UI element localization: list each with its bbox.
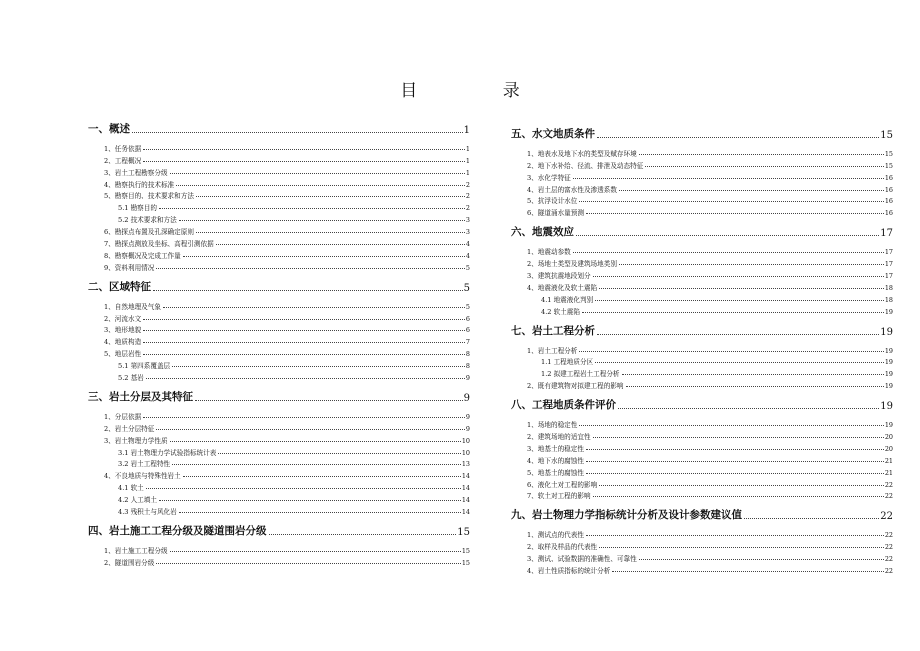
toc-section-entry[interactable] [511,539,893,551]
toc-section-entry[interactable] [88,311,470,323]
toc-entry-label: 1、任务依据 [104,144,142,153]
toc-page-number: 19 [880,326,893,338]
toc-page-number: 17 [884,248,893,257]
toc-section-entry[interactable] [88,433,470,445]
toc-page-number: 19 [884,370,893,379]
toc-entry-label: 4.3 残积土与风化岩 [118,508,177,517]
toc-dot-leader [132,132,463,133]
toc-subsection-entry[interactable] [511,366,893,378]
toc-page-number: 19 [884,358,893,367]
toc-section-entry[interactable] [88,346,470,358]
toc-entry-label: 1、地震动参数 [527,248,571,257]
toc-section-entry[interactable] [511,194,893,206]
toc-section [511,322,893,391]
toc-section-entry[interactable] [511,244,893,256]
toc-dot-leader [579,425,884,426]
toc-page-number: 9 [465,424,470,433]
toc-section-entry[interactable] [511,417,893,429]
toc-entry-label: 5、地层岩性 [104,350,142,359]
toc-section-entry[interactable] [88,224,470,236]
toc-subsection-entry[interactable] [88,504,470,516]
toc-entry-label: 4、地下水的腐蚀性 [527,456,584,465]
toc-entry-label: 4.2 软土震陷 [541,307,580,316]
toc-page-number: 21 [884,456,893,465]
toc-subsection-entry[interactable] [88,212,470,224]
toc-entry-label: 1、地表水及地下水的类型及赋存环境 [527,149,637,158]
toc-chapter-heading[interactable] [511,223,893,239]
toc-chapter-heading[interactable] [88,120,470,136]
toc-chapter-heading[interactable] [88,388,470,404]
toc-entry-label: 3.2 岩土工程特性 [118,460,171,469]
toc-entry-label: 1、测试点的代表性 [527,531,584,540]
toc-section [88,278,470,382]
toc-dot-leader [622,374,884,375]
toc-section-entry[interactable] [511,343,893,355]
toc-page-number: 1 [465,144,470,153]
page-title: 目 录 [400,81,560,101]
toc-dot-leader [593,437,884,438]
toc-section-entry[interactable] [511,268,893,280]
toc-dot-leader [179,220,465,221]
toc-dot-leader [579,351,884,352]
toc-chapter-heading[interactable] [511,125,893,141]
toc-page-number: 1 [463,125,470,136]
toc-dot-leader [179,512,461,513]
toc-subsection-entry[interactable] [88,480,470,492]
toc-section-entry[interactable] [88,236,470,248]
toc-entry-label: 5.2 技术要求和方法 [118,216,177,225]
toc-chapter-title: 八、工程地质条件评价 [511,399,616,412]
toc-dot-leader [599,485,884,486]
toc-section [511,396,893,500]
toc-section-entry[interactable] [88,555,470,567]
toc-page-number: 22 [880,511,893,523]
toc-entry-label: 1.2 拟建工程岩土工程分析 [541,370,620,379]
toc-page-number: 4 [465,251,470,260]
toc-dot-leader [576,235,879,236]
toc-entry-label: 2、场地土类型及建筑场地类别 [527,260,617,269]
toc-entry-label: 5.2 基岩 [118,374,144,383]
toc-dot-leader [593,276,884,277]
toc-chapter-heading[interactable] [511,322,893,338]
toc-dot-leader [599,288,884,289]
toc-dot-leader [143,161,465,162]
toc-entry-label: 3、测试、试验数据的准确性、可靠性 [527,555,637,564]
toc-entry-label: 1、场地的稳定性 [527,421,578,430]
toc-dot-leader [196,196,465,197]
toc-entry-label: 1.1 工程地质分区 [541,358,594,367]
toc-section-entry[interactable] [511,563,893,575]
toc-page-number: 22 [884,543,893,552]
toc-chapter-title: 四、岩土施工工程分级及隧道围岩分级 [88,525,267,538]
toc-page-number: 6 [465,326,470,335]
toc-page-number: 7 [465,338,470,347]
toc-section-entry[interactable] [511,477,893,489]
toc-page-number: 13 [461,460,470,469]
toc-subsection-entry[interactable] [88,370,470,382]
toc-entry-label: 2、取样及样品的代表性 [527,543,598,552]
toc-dot-leader [143,354,465,355]
toc-section-entry[interactable] [88,409,470,421]
toc-page-number: 19 [880,401,893,413]
toc-entry-label: 5、抗浮设计水位 [527,197,578,206]
toc-page-number: 14 [461,496,470,505]
toc-chapter-title: 六、地震效应 [511,226,574,239]
toc-entry-label: 4.1 软土 [118,484,144,493]
toc-section-entry[interactable] [88,543,470,555]
toc-subsection-entry[interactable] [511,304,893,316]
toc-entry-label: 8、勘察概况及完成工作量 [104,251,181,260]
toc-chapter-title: 一、概述 [88,123,130,135]
toc-dot-leader [582,312,884,313]
toc-page-number: 17 [884,260,893,269]
toc-page-number: 5 [465,263,470,272]
toc-dot-leader [156,429,465,430]
toc-chapter-heading[interactable] [511,506,893,522]
toc-page-number: 1 [465,156,470,165]
toc-dot-leader [645,166,884,167]
toc-page-number: 19 [884,421,893,430]
toc-dot-leader [573,178,884,179]
toc-page-number: 8 [465,362,470,371]
toc-entry-label: 9、资料利用情况 [104,263,155,272]
toc-section-entry[interactable] [88,177,470,189]
toc-page-number: 9 [463,393,470,405]
toc-chapter-title: 五、水文地质条件 [511,128,595,140]
toc-page-number: 15 [461,558,470,567]
toc-page-number: 17 [880,228,893,240]
toc-section-entry[interactable] [511,256,893,268]
toc-page-number: 17 [884,272,893,281]
toc-entry-label: 5、勘察目的、技术要求和方法 [104,192,194,201]
toc-dot-leader [195,400,463,401]
toc-page-number: 10 [461,436,470,445]
toc-chapter-title: 九、岩土物理力学指标统计分析及设计参数建议值 [511,509,742,522]
toc-page-number: 5 [465,302,470,311]
toc-dot-leader [196,232,465,233]
toc-entry-label: 3、水化学特征 [527,173,571,182]
toc-page-number: 2 [465,192,470,201]
toc-entry-label: 3、岩土物理力学性质 [104,436,168,445]
toc-dot-leader [595,300,884,301]
toc-dot-leader [156,563,461,564]
toc-entry-label: 4、地质构造 [104,338,142,347]
toc-dot-leader [626,386,884,387]
toc-dot-leader [143,330,465,331]
toc-page-number: 10 [461,448,470,457]
toc-page-number: 3 [465,216,470,225]
toc-dot-leader [595,362,884,363]
toc-chapter-title: 二、区域特征 [88,280,151,293]
toc-dot-leader [170,551,461,552]
toc-entry-label: 2、河流水文 [104,314,142,323]
toc-dot-leader [176,185,465,186]
toc-page-number: 15 [884,149,893,158]
toc-dot-leader [744,518,879,519]
toc-section-entry[interactable] [511,378,893,390]
toc-entry-label: 1、岩土工程分析 [527,346,578,355]
toc-entry-label: 6、隧道涌水量预测 [527,209,584,218]
toc-page-number: 20 [884,433,893,442]
toc-section [511,223,893,315]
toc-section-entry[interactable] [511,527,893,539]
toc-dot-leader [612,571,884,572]
toc-section-entry[interactable] [511,182,893,194]
toc-dot-leader [586,449,884,450]
toc-page-number: 1 [465,168,470,177]
toc-page-number: 14 [461,472,470,481]
toc-dot-leader [639,559,884,560]
toc-entry-label: 4、勘察执行的技术标准 [104,180,175,189]
toc-page-number: 9 [465,374,470,383]
toc-section-entry[interactable] [88,153,470,165]
toc-entry-label: 2、岩土分层特征 [104,424,155,433]
toc-subsection-entry[interactable] [88,200,470,212]
toc-dot-leader [163,307,465,308]
toc-dot-leader [146,378,465,379]
toc-entry-label: 3、岩土工程勘察分级 [104,168,168,177]
toc-dot-leader [619,264,884,265]
toc-dot-leader [218,453,461,454]
toc-section-entry[interactable] [511,158,893,170]
toc-entry-label: 4、岩土层的富水性及渗透系数 [527,185,617,194]
toc-page-number: 15 [457,527,470,539]
toc-entry-label: 4.1 地震液化判别 [541,295,594,304]
toc-section-entry[interactable] [88,141,470,153]
toc-dot-leader [159,208,465,209]
toc-dot-leader [269,534,457,535]
toc-dot-leader [143,319,465,320]
toc-dot-leader [183,256,465,257]
toc-page-number: 21 [884,468,893,477]
toc-dot-leader [599,547,884,548]
toc-entry-label: 3、建筑抗震地段划分 [527,272,591,281]
toc-section-entry[interactable] [511,170,893,182]
toc-section-entry[interactable] [511,205,893,217]
toc-dot-leader [586,535,884,536]
toc-section-entry[interactable] [511,465,893,477]
toc-dot-leader [573,252,884,253]
toc-section-entry[interactable] [88,248,470,260]
toc-page-number: 20 [884,444,893,453]
toc-page-number: 14 [461,508,470,517]
toc-dot-leader [586,213,884,214]
toc-chapter-title: 三、岩土分层及其特征 [88,391,193,404]
toc-dot-leader [579,201,884,202]
toc-page-number: 4 [465,240,470,249]
toc-entry-label: 4、不良地质与特殊性岩土 [104,472,181,481]
toc-entry-label: 5、地基土的腐蚀性 [527,468,584,477]
toc-subsection-entry[interactable] [88,445,470,457]
toc-entry-label: 6、勘探点布置及孔深确定原则 [104,228,194,237]
toc-page-number: 22 [884,567,893,576]
toc-page-number: 22 [884,480,893,489]
toc-entry-label: 1、岩土施工工程分级 [104,546,168,555]
toc-section [88,522,470,567]
toc-dot-leader [597,137,879,138]
toc-dot-leader [143,342,465,343]
toc-entry-label: 2、既有建筑物对拟建工程的影响 [527,382,624,391]
toc-entry-label: 3、地基土的稳定性 [527,444,584,453]
toc-page-number: 15 [461,546,470,555]
toc-section-entry[interactable] [88,299,470,311]
toc-entry-label: 4、地震液化及软土震陷 [527,283,598,292]
toc-dot-leader [170,173,465,174]
toc-chapter-heading[interactable] [88,278,470,294]
toc-entry-label: 5.1 第四系覆盖层 [118,362,171,371]
toc-dot-leader [586,461,884,462]
toc-section-entry[interactable] [88,260,470,272]
toc-section-entry[interactable] [511,146,893,158]
toc-page-number: 16 [884,185,893,194]
toc-dot-leader [597,334,879,335]
toc-subsection-entry[interactable] [88,492,470,504]
toc-dot-leader [159,500,461,501]
toc-dot-leader [639,154,884,155]
toc-left-column [88,118,470,573]
toc-page-number: 8 [465,350,470,359]
toc-subsection-entry[interactable] [511,292,893,304]
toc-page-number: 22 [884,492,893,501]
toc-entry-label: 2、建筑场地的适宜性 [527,433,591,442]
toc-section-entry[interactable] [88,468,470,480]
toc-dot-leader [143,417,465,418]
toc-dot-leader [143,149,465,150]
toc-entry-label: 1、自然地理及气象 [104,302,161,311]
toc-page-number: 19 [884,307,893,316]
toc-entry-label: 4.2 人工填土 [118,496,157,505]
toc-dot-leader [618,408,879,409]
toc-entry-label: 2、地下水补给、径流、排泄及动态特征 [527,161,644,170]
toc-section-entry[interactable] [88,323,470,335]
toc-page-number: 16 [884,197,893,206]
toc-page-number: 6 [465,314,470,323]
toc-section [88,388,470,516]
toc-chapter-title: 七、岩土工程分析 [511,324,595,337]
toc-page-number: 9 [465,412,470,421]
toc-dot-leader [172,366,465,367]
toc-entry-label: 4、岩土性质指标的统计分析 [527,567,611,576]
toc-entry-label: 1、分层依据 [104,412,142,421]
toc-dot-leader [146,488,461,489]
toc-section-entry[interactable] [511,489,893,501]
toc-dot-leader [593,496,884,497]
toc-chapter-heading[interactable] [88,522,470,538]
toc-entry-label: 2、隧道围岩分级 [104,558,155,567]
toc-page-number: 15 [880,130,893,141]
toc-page-number: 19 [884,346,893,355]
toc-entry-label: 7、软土对工程的影响 [527,492,591,501]
toc-page-number: 19 [884,382,893,391]
toc-page-number: 5 [463,282,470,294]
toc-section-entry[interactable] [88,165,470,177]
toc-dot-leader [216,244,465,245]
toc-chapter-heading[interactable] [511,396,893,412]
toc-page-number: 14 [461,484,470,493]
toc-page-number: 18 [884,283,893,292]
toc-entry-label: 6、液化土对工程的影响 [527,480,598,489]
toc-section-entry[interactable] [511,429,893,441]
toc-dot-leader [156,268,465,269]
toc-page-number: 2 [465,204,470,213]
toc-entry-label: 2、工程概况 [104,156,142,165]
toc-page-number: 18 [884,295,893,304]
toc-subsection-entry[interactable] [88,457,470,469]
toc-section [511,125,893,217]
toc-section-entry[interactable] [88,421,470,433]
toc-subsection-entry[interactable] [511,355,893,367]
toc-section-entry[interactable] [88,189,470,201]
toc-section [88,120,470,272]
toc-dot-leader [586,473,884,474]
toc-page-number: 16 [884,173,893,182]
toc-section [511,506,893,575]
toc-dot-leader [183,476,461,477]
toc-page-number: 22 [884,531,893,540]
toc-page-number: 22 [884,555,893,564]
toc-section-entry[interactable] [88,334,470,346]
toc-entry-label: 3、地形地貌 [104,326,142,335]
toc-entry-label: 5.1 勘察目的 [118,204,157,213]
toc-page-number: 2 [465,180,470,189]
toc-dot-leader [619,190,884,191]
toc-section-entry[interactable] [511,551,893,563]
toc-dot-leader [172,464,461,465]
toc-page-number: 16 [884,209,893,218]
toc-page-number: 3 [465,228,470,237]
toc-dot-leader [170,441,461,442]
toc-entry-label: 3.1 岩土物理力学试验指标统计表 [118,448,217,457]
toc-subsection-entry[interactable] [88,358,470,370]
toc-right-column [511,123,893,581]
toc-section-entry[interactable] [511,280,893,292]
toc-page-number: 15 [884,161,893,170]
toc-entry-label: 7、勘探点测放及坐标、高程引测依据 [104,240,214,249]
toc-section-entry[interactable] [511,441,893,453]
toc-section-entry[interactable] [511,453,893,465]
toc-dot-leader [153,290,463,291]
